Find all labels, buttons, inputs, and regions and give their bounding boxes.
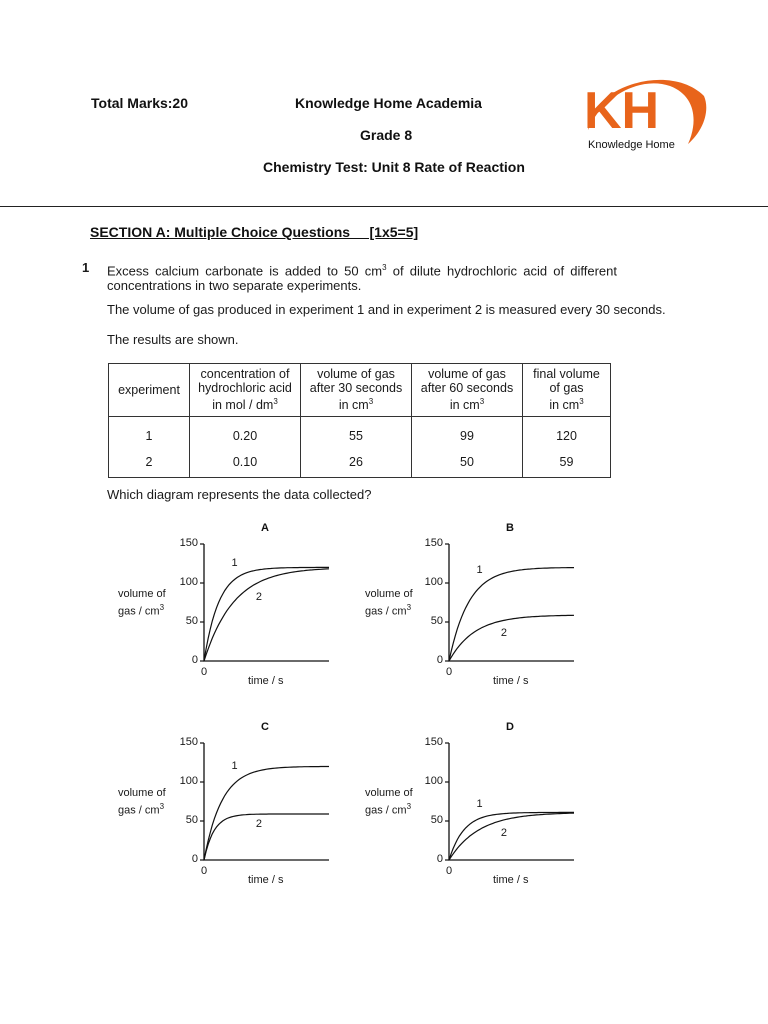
y-tick-label: 0 — [191, 654, 198, 666]
series-line-2 — [449, 813, 574, 860]
x-axis-label: time / s — [493, 675, 529, 687]
section-title: SECTION A: Multiple Choice Questions [1x5=5] — [90, 224, 419, 240]
logo-tagline: Knowledge Home — [588, 139, 675, 151]
table-header: final volume of gas in $cm^3$ — [523, 364, 611, 417]
x-origin-label: 0 — [446, 865, 453, 877]
series-label-2: 2 — [255, 818, 262, 831]
table-cell: 26 — [301, 449, 412, 478]
graph-option-a — [112, 520, 352, 700]
graph-title: C — [261, 721, 269, 733]
total-marks: Total Marks:20 — [91, 95, 188, 111]
logo-letters: KH — [584, 82, 660, 140]
x-axis-label: time / s — [493, 874, 529, 886]
y-axis-label: volume of gas / $cm^3$ — [365, 588, 413, 618]
table-cell: 55 — [301, 417, 412, 450]
y-tick-label: 150 — [424, 537, 443, 549]
graph-title: A — [261, 522, 269, 534]
table-cell: 99 — [412, 417, 523, 450]
kh-logo — [580, 66, 712, 166]
table-cell: 1 — [109, 417, 190, 450]
y-tick-label: 50 — [185, 814, 198, 826]
table-cell: 0.10 — [190, 449, 301, 478]
series-line-2 — [204, 814, 329, 860]
y-tick-label: 50 — [430, 615, 443, 627]
kh-logo-icon — [580, 66, 712, 166]
table-header: concentration of hydrochloric acid in mol / $dm^3$ — [190, 364, 301, 417]
academy-name: Knowledge Home Academia — [295, 95, 482, 111]
graph-title: D — [506, 721, 514, 733]
series-line-1 — [449, 812, 574, 860]
table-cell: 0.20 — [190, 417, 301, 450]
y-axis-label: volume of gas / $cm^3$ — [118, 787, 166, 817]
graph-option-d — [357, 719, 597, 899]
y-tick-label: 150 — [179, 537, 198, 549]
y-tick-label: 150 — [179, 736, 198, 748]
axes — [449, 743, 574, 860]
y-tick-label: 100 — [424, 576, 443, 588]
y-tick-label: 150 — [424, 736, 443, 748]
series-label-2: 2 — [500, 826, 507, 839]
y-tick-label: 0 — [436, 654, 443, 666]
x-axis-label: time / s — [248, 874, 284, 886]
question-text-2: The volume of gas produced in experiment 1 and in experiment 2 is measured every 30 seconds. — [107, 302, 666, 317]
series-label-1: 1 — [231, 556, 238, 569]
table-header: volume of gas after 30 seconds in $cm^3$ — [301, 364, 412, 417]
series-label-1: 1 — [476, 798, 483, 811]
y-tick-label: 100 — [179, 576, 198, 588]
question-text: Excess calcium carbonate is added to 50 $cm^3$ of dilute hydrochloric acid of different concentrations in two separate experiments. — [107, 263, 617, 294]
y-tick-label: 100 — [179, 775, 198, 787]
question-number: 1 — [82, 260, 90, 275]
x-origin-label: 0 — [201, 666, 208, 678]
series-label-2: 2 — [500, 626, 507, 639]
series-label-1: 1 — [476, 563, 483, 576]
graph-option-c — [112, 719, 352, 899]
x-origin-label: 0 — [201, 865, 208, 877]
y-tick-label: 50 — [430, 814, 443, 826]
question-prompt: Which diagram represents the data collected? — [107, 487, 372, 502]
table-cell: 120 — [523, 417, 611, 450]
table-row — [109, 417, 611, 450]
y-tick-label: 50 — [185, 615, 198, 627]
series-label-1: 1 — [231, 759, 238, 772]
graph-plot — [112, 719, 352, 899]
series-line-2 — [204, 569, 329, 661]
graph-plot — [357, 520, 597, 700]
table-row — [109, 449, 611, 478]
series-line-1 — [204, 567, 329, 661]
results-table — [108, 363, 611, 478]
x-axis-label: time / s — [248, 675, 284, 687]
y-tick-label: 0 — [436, 853, 443, 865]
y-tick-label: 100 — [424, 775, 443, 787]
graph-plot — [112, 520, 352, 700]
x-origin-label: 0 — [446, 666, 453, 678]
y-axis-label: volume of gas / $cm^3$ — [118, 588, 166, 618]
axes — [449, 544, 574, 661]
y-tick-label: 0 — [191, 853, 198, 865]
table-header-row — [109, 364, 611, 417]
series-label-2: 2 — [255, 591, 262, 604]
graph-option-b — [357, 520, 597, 700]
table-cell: 59 — [523, 449, 611, 478]
table-cell: 50 — [412, 449, 523, 478]
graph-title: B — [506, 522, 514, 534]
question-text-3: The results are shown. — [107, 332, 239, 347]
header-divider — [0, 206, 768, 207]
table-header: volume of gas after 60 seconds in $cm^3$ — [412, 364, 523, 417]
table-cell: 2 — [109, 449, 190, 478]
table-header: experiment — [109, 364, 190, 417]
y-axis-label: volume of gas / $cm^3$ — [365, 787, 413, 817]
series-line-1 — [449, 568, 574, 661]
axes — [204, 743, 329, 860]
axes — [204, 544, 329, 661]
series-line-1 — [204, 767, 329, 861]
series-line-2 — [449, 615, 574, 661]
grade-label: Grade 8 — [360, 127, 413, 143]
test-title: Chemistry Test: Unit 8 Rate of Reaction — [263, 159, 525, 175]
